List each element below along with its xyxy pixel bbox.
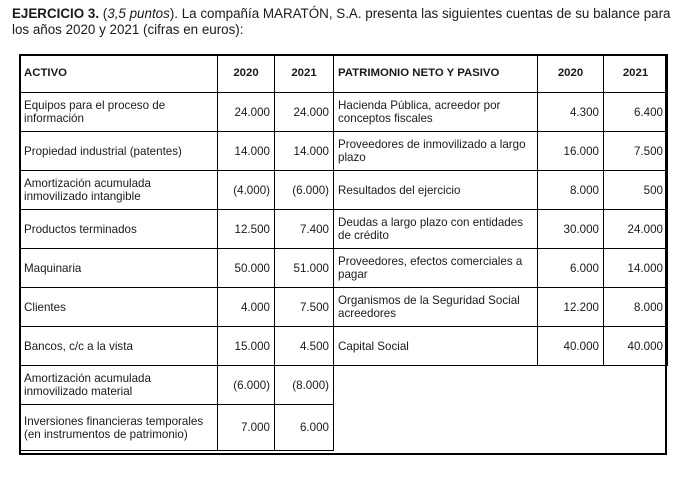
activo-value-2020: 14.000 [218, 132, 275, 171]
pasivo-label: Proveedores, efectos comerciales a pagar [334, 249, 538, 288]
pasivo-header: PATRIMONIO NETO Y PASIVO [334, 55, 538, 93]
pasivo-label: Resultados del ejercicio [334, 171, 538, 210]
pasivo-value-2021: 7.500 [604, 132, 668, 171]
exercise-text: La compañía MARATÓN, S.A. presenta las siguientes cuentas de su balance para los años 2020 y 2021 (cifras en euros): [12, 6, 671, 37]
pasivo-label: Capital Social [334, 327, 538, 366]
pasivo-value-2021: 40.000 [604, 327, 668, 366]
activo-value-2021: (8.000) [275, 366, 334, 405]
exercise-label: EJERCICIO 3. [12, 6, 100, 21]
pasivo-label: Organismos de la Seguridad Social acreedores [334, 288, 538, 327]
pasivo-label: Deudas a largo plazo con entidades de crédito [334, 210, 538, 249]
activo-label: Equipos para el proceso de información [20, 93, 218, 132]
activo-label: Bancos, c/c a la vista [20, 327, 218, 366]
activo-label: Amortización acumulada inmovilizado intangible [20, 171, 218, 210]
pasivo-year-2021-header: 2021 [604, 55, 668, 93]
activo-label: Inversiones financieras temporales (en instrumentos de patrimonio) [20, 405, 218, 451]
activo-value-2021: (6.000) [275, 171, 334, 210]
activo-value-2021: 6.000 [275, 405, 334, 451]
points-open: ( [99, 6, 108, 21]
pasivo-year-2020-header: 2020 [538, 55, 604, 93]
pasivo-value-2021: 6.400 [604, 93, 668, 132]
pasivo-value-2020: 16.000 [538, 132, 604, 171]
activo-label: Maquinaria [20, 249, 218, 288]
pasivo-value-2020: 6.000 [538, 249, 604, 288]
pasivo-value-2021: 8.000 [604, 288, 668, 327]
activo-label: Clientes [20, 288, 218, 327]
pasivo-value-2020: 4.300 [538, 93, 604, 132]
pasivo-label: Proveedores de inmovilizado a largo plazo [334, 132, 538, 171]
pasivo-value-2020: 30.000 [538, 210, 604, 249]
activo-year-2020-header: 2020 [218, 55, 275, 93]
table-outer-border [19, 54, 667, 455]
activo-value-2020: 24.000 [218, 93, 275, 132]
points-close: ). [169, 6, 178, 21]
activo-header: ACTIVO [20, 55, 218, 93]
exercise-statement [12, 6, 676, 38]
activo-value-2020: 7.000 [218, 405, 275, 451]
activo-value-2020: (6.000) [218, 366, 275, 405]
activo-value-2021: 7.500 [275, 288, 334, 327]
activo-value-2021: 4.500 [275, 327, 334, 366]
activo-label: Propiedad industrial (patentes) [20, 132, 218, 171]
pasivo-value-2021: 500 [604, 171, 668, 210]
pasivo-value-2020: 40.000 [538, 327, 604, 366]
activo-value-2020: 15.000 [218, 327, 275, 366]
activo-value-2021: 51.000 [275, 249, 334, 288]
activo-value-2020: 4.000 [218, 288, 275, 327]
activo-value-2020: (4.000) [218, 171, 275, 210]
activo-value-2021: 7.400 [275, 210, 334, 249]
activo-label: Productos terminados [20, 210, 218, 249]
pasivo-label: Hacienda Pública, acreedor por conceptos fiscales [334, 93, 538, 132]
pasivo-value-2020: 8.000 [538, 171, 604, 210]
activo-value-2020: 12.500 [218, 210, 275, 249]
activo-value-2021: 14.000 [275, 132, 334, 171]
activo-value-2020: 50.000 [218, 249, 275, 288]
pasivo-value-2021: 14.000 [604, 249, 668, 288]
activo-label: Amortización acumulada inmovilizado material [20, 366, 218, 405]
pasivo-value-2021: 24.000 [604, 210, 668, 249]
activo-year-2021-header: 2021 [275, 55, 334, 93]
activo-value-2021: 24.000 [275, 93, 334, 132]
exercise-points: 3,5 puntos [107, 6, 170, 21]
pasivo-value-2020: 12.200 [538, 288, 604, 327]
